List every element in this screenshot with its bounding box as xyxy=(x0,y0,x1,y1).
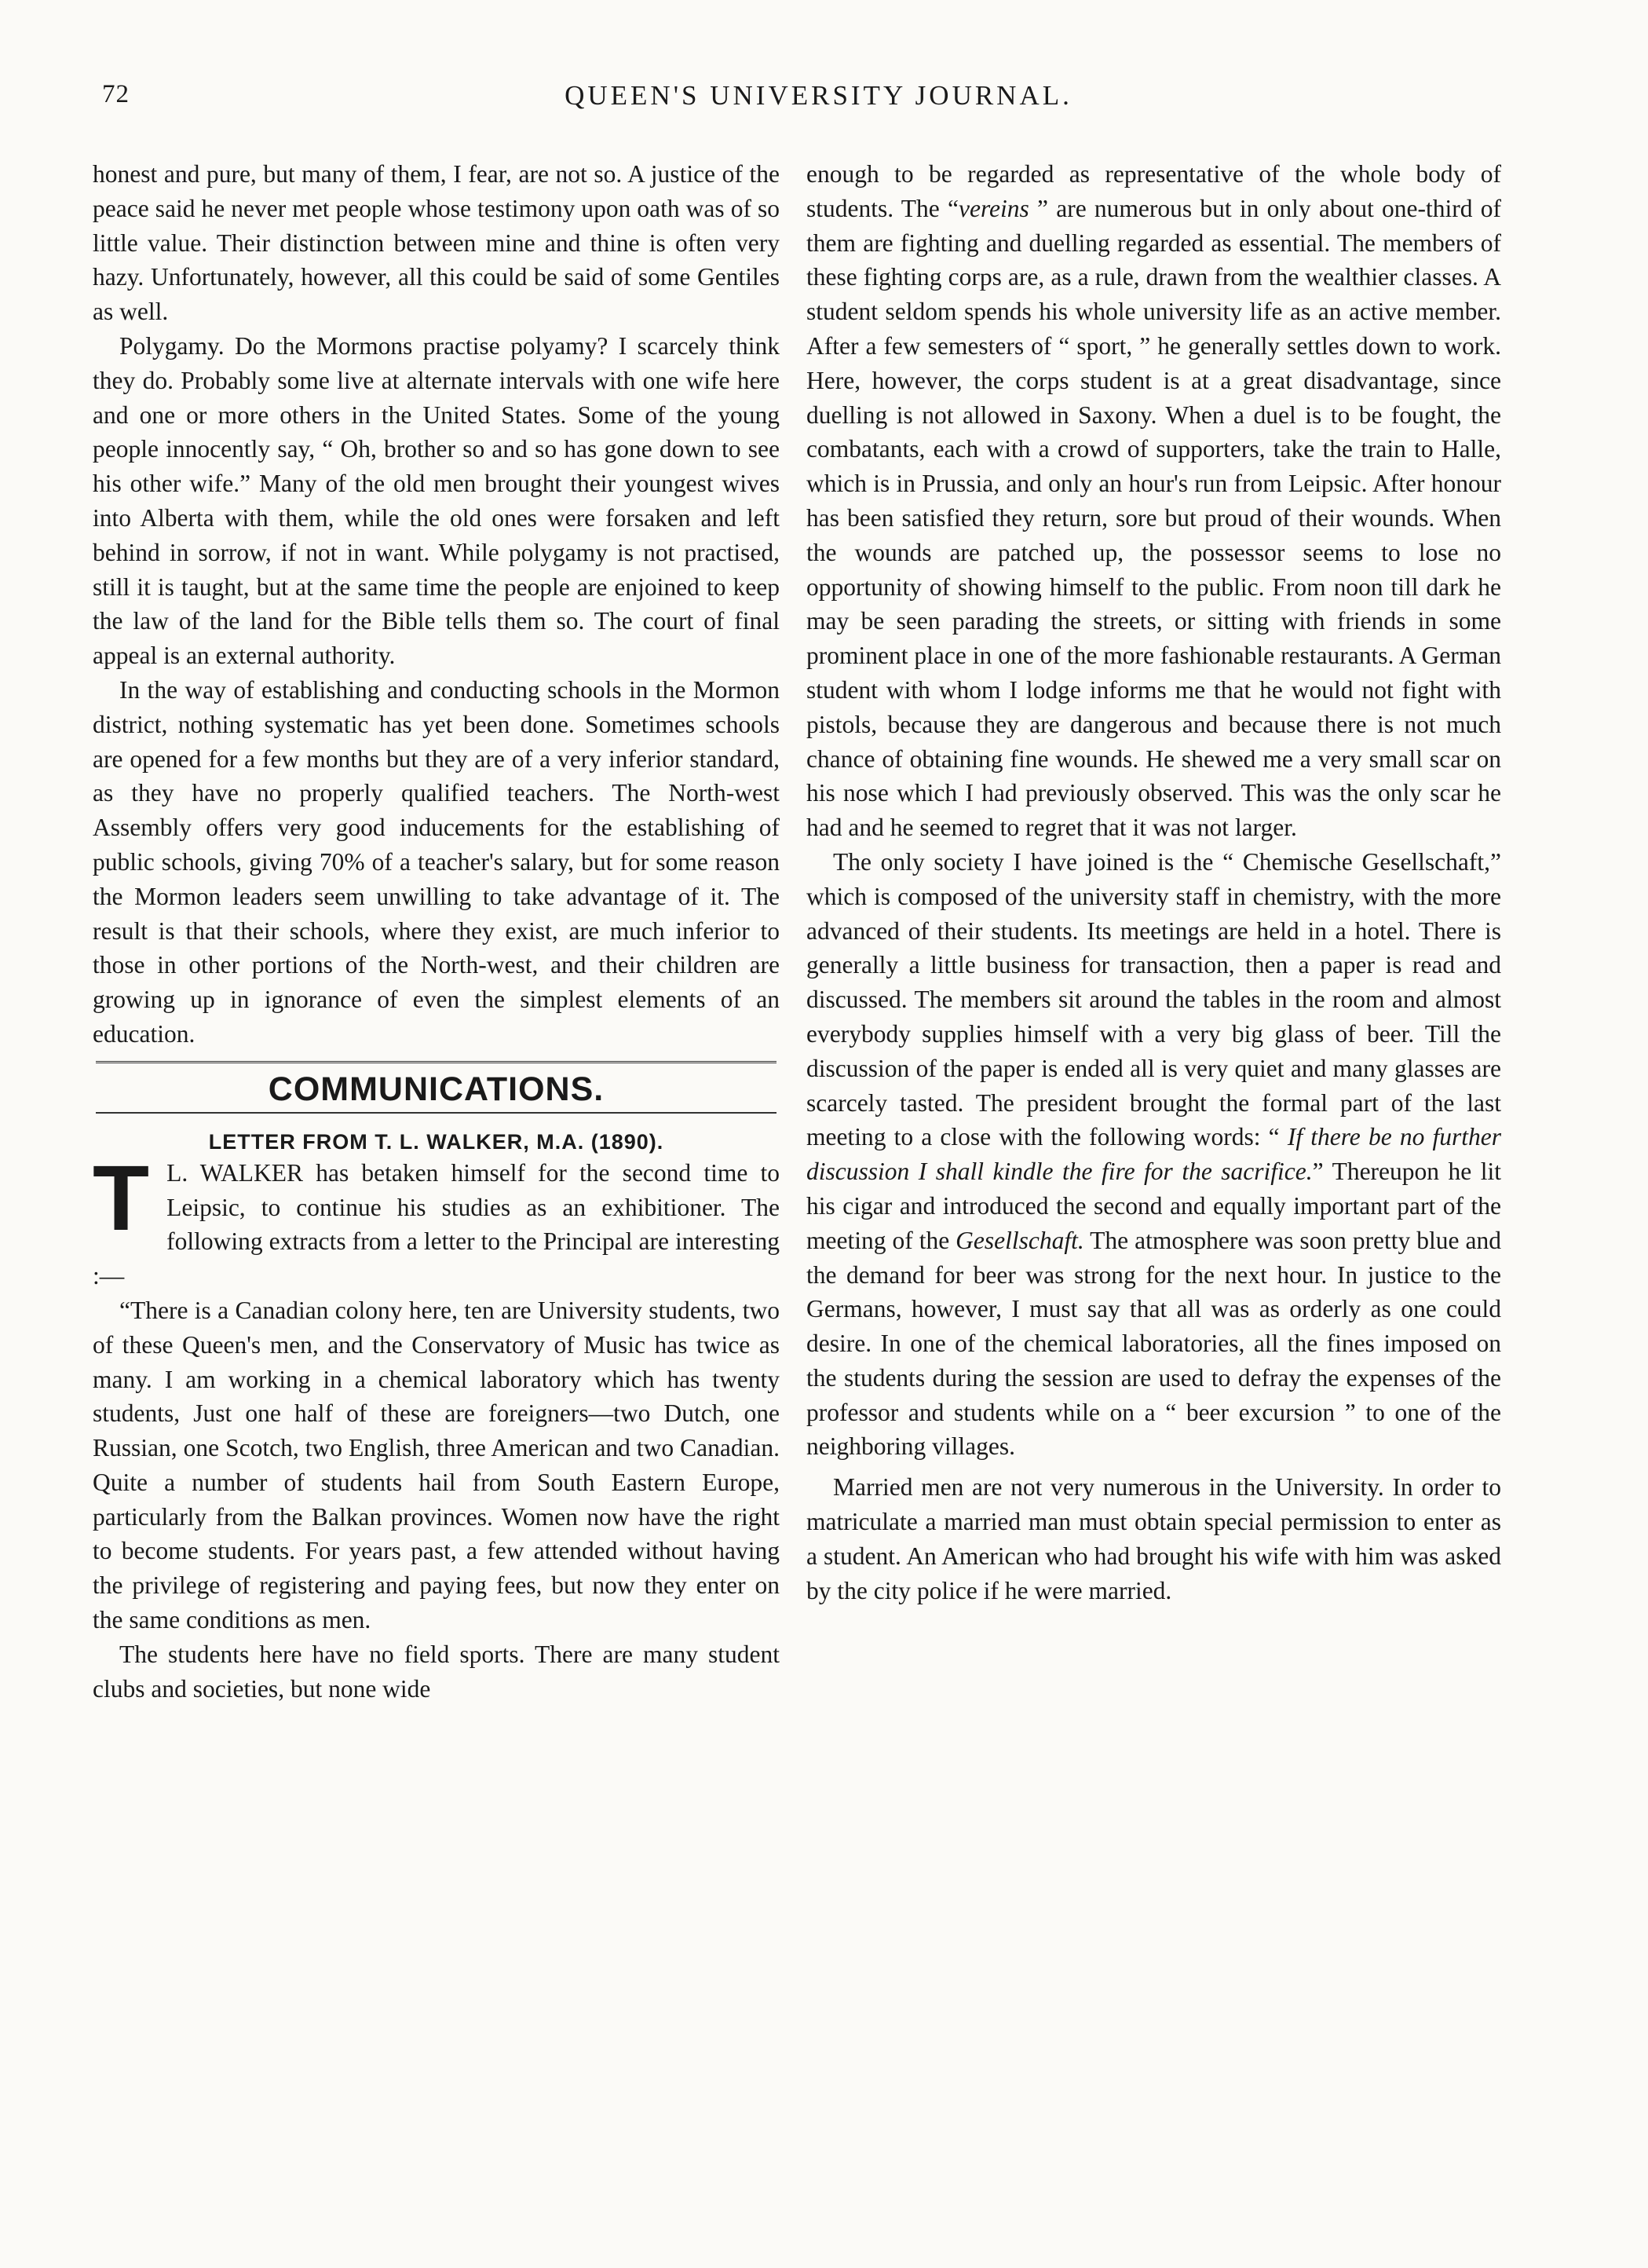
italic-quote: If there be no further discussion I shall kindle the fire for the sacrifice. xyxy=(806,1123,1501,1186)
paragraph: Married men are not very numerous in the University. In order to matriculate a married man must obtain special permission to enter as a student. An American who had brought his wife with him was asked by the city police if he were married. xyxy=(806,1473,1501,1604)
right-column xyxy=(806,157,1501,1608)
section-title: COMMUNICATIONS. xyxy=(268,1070,605,1108)
drop-cap: T xyxy=(93,1146,150,1250)
text-run: The atmosphere was soon pretty blue and the demand for beer was strong for the next hour. In justice to the Germans, however, I must say that all was as orderly as one could desire. In one of the chemical laboratories, all the fines imposed on the students during the session are used to defray the expenses of the professor and students while on a “ beer excursion ” to one of the neighboring villages. xyxy=(806,1226,1501,1461)
italic-text: vereins xyxy=(958,194,1029,222)
italic-text: Gesellschaft. xyxy=(956,1226,1084,1254)
page-number: 72 xyxy=(102,80,130,108)
paragraph xyxy=(806,157,1501,845)
section-divider xyxy=(96,1061,776,1063)
paragraph-text: L. WALKER has betaken himself for the second time to Leipsic, to continue his studies as an exhibitioner. The following extracts from a letter to the Principal are interesting :— xyxy=(93,1158,780,1290)
paragraph: In the way of establishing and conducting schools in the Mormon district, nothing systematic has yet been done. Sometimes schools are opened for a few months but they are of a very inferior standard, as they have no properly qualified teachers. The North-west Assembly offers very good inducements for the establishing of public schools, giving 70% of a teacher's salary, but for some reason the Mormon leaders seem unwilling to take advantage of it. The result is that their schools, where they exist, are much inferior to those in other portions of the North-west, and their children are growing up in ignorance of even the simplest elements of an education. xyxy=(93,675,780,1048)
section-divider xyxy=(96,1112,776,1114)
paragraph: “There is a Canadian colony here, ten are University students, two of these Queen's men, and the Conservatory of Music has twice as many. I am working in a chemical laboratory which has twenty students, Just one half of these are foreigners—two Dutch, one Russian, one Scotch, two English, three American and two Canadian. Quite a number of students hail from South Eastern Europe, particularly from the Balkan provinces. Women now have the right to become students. For years past, a few attended without having the privilege of registering and paying fees, but now they enter on the same conditions as men. xyxy=(93,1296,780,1634)
paragraph: The students here have no field sports. There are many student clubs and societies, but none wide xyxy=(93,1640,780,1703)
text-run: ” are numerous but in only about one-third of them are fighting and duelling regarded as essential. The members of these fighting corps are, as a rule, drawn from the wealthier classes. A student seldom spends his whole university life as an active member. After a few semesters of “ sport, ” he generally settles down to work. Here, however, the corps student is at a great disadvantage, since duelling is not allowed in Saxony. When a duel is to be fought, the combatants, each with a crowd of supporters, take the train to Halle, which is in Prussia, and only an hour's run from Leipsic. After honour has been satisfied they return, sore but proud of their wounds. When the wounds are patched up, the possessor seems to lose no opportunity of showing himself to the public. From noon till dark he may be seen parading the streets, or sitting with friends in some prominent place in one of the more fashionable restaurants. A German student with whom I lodge informs me that he would not fight with pistols, because they are dangerous and because there is not much chance of obtaining fine wounds. He shewed me a very small scar on his nose which I had previously observed. This was the only scar he had and he seemed to regret that it was not larger. xyxy=(806,194,1501,842)
text-run: enough to be regarded as representative of the whole body of students. The “ xyxy=(806,160,1501,222)
text-run: The only society I have joined is the “ Chemische Gesellschaft,” which is composed of the university staff in chemistry, with the more advanced of their students. Its meetings are held in a hotel. There is generally a little business for transaction, then a paper is read and discussed. The members sit around the tables in the room and almost everybody supplies himself with a very big glass of beer. Till the discussion of the paper is ended all is very quiet and many glasses are scarcely tasted. The president brought the formal part of the last meeting to a close with the following words: “ xyxy=(806,847,1501,1151)
paragraph xyxy=(93,1146,780,1293)
paragraph: Polygamy. Do the Mormons practise polyamy? I scarcely think they do. Probably some live at alternate intervals with one wife here and one or more others in the United States. Some of the young people innocently say, “ Oh, brother so and so has gone down to see his other wife.” Many of the old men brought their youngest wives into Alberta with them, while the old ones were forsaken and left behind in sorrow, if not in want. While polygamy is not practised, still it is taught, but at the same time the people are enjoined to keep the law of the land for the Bible tells them so. The court of final appeal is an external authority. xyxy=(93,331,780,670)
running-title: QUEEN'S UNIVERSITY JOURNAL. xyxy=(565,80,1072,111)
paragraph xyxy=(806,845,1501,1464)
paragraph: honest and pure, but many of them, I fear, are not so. A justice of the peace said he never met people whose testimony upon oath was of so little value. Their distinction between mine and thine is often very hazy. Unfortunately, however, all this could be said of some Gentiles as well. xyxy=(93,160,780,326)
page-header xyxy=(102,80,1535,127)
left-column xyxy=(93,157,780,1706)
text-run: ” Thereupon he lit his cigar and introduced the second and equally important part of the meeting of the xyxy=(806,1158,1502,1254)
letter-heading: LETTER FROM T. L. WALKER, M.A. (1890). xyxy=(208,1129,664,1154)
